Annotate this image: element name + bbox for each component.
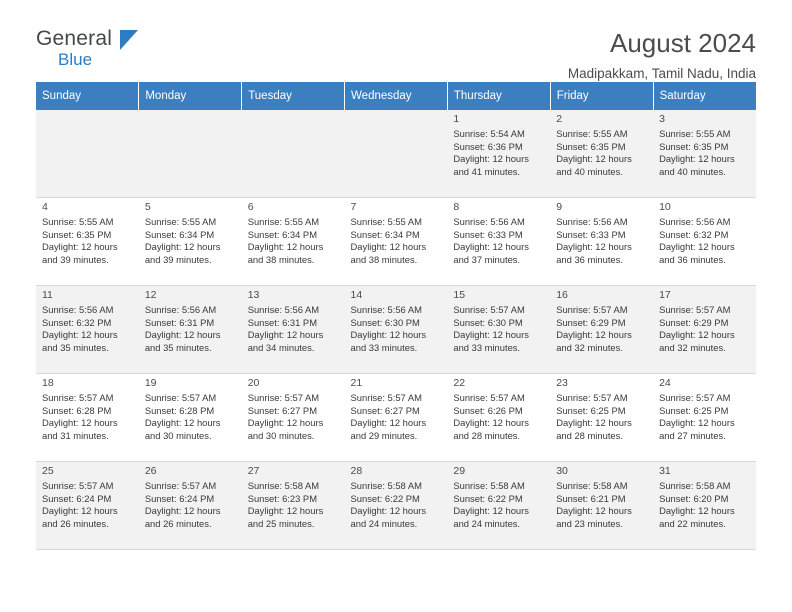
weekday-header-monday: Monday [139, 82, 242, 110]
calendar-day-cell[interactable] [550, 110, 653, 198]
calendar-day-cell[interactable] [36, 462, 139, 550]
calendar-day-cell[interactable] [345, 374, 448, 462]
day-detail-line: Sunrise: 5:56 AM [247, 304, 320, 316]
day-detail-line: Sunrise: 5:58 AM [350, 480, 422, 492]
day-detail-line: Sunset: 6:34 PM [350, 228, 420, 240]
day-detail-line: and 25 minutes. [247, 517, 315, 529]
calendar-body [36, 110, 756, 550]
day-detail-line: Daylight: 12 hours [247, 241, 324, 253]
calendar-empty-cell [242, 110, 345, 198]
day-detail-line: Daylight: 12 hours [659, 329, 735, 341]
day-detail-line: Sunset: 6:29 PM [556, 316, 626, 328]
day-number: 1 [453, 113, 460, 125]
day-detail-line: and 36 minutes. [659, 253, 726, 265]
day-detail-line: and 33 minutes. [350, 341, 418, 353]
day-number: 2 [556, 113, 563, 125]
day-number: 16 [556, 289, 568, 301]
day-detail-line: Daylight: 12 hours [350, 241, 427, 253]
day-details [248, 216, 340, 266]
day-number: 18 [42, 377, 54, 389]
day-number: 31 [659, 465, 671, 477]
calendar-day-cell[interactable] [345, 462, 448, 550]
day-detail-line: and 32 minutes. [659, 341, 726, 353]
day-number: 21 [350, 377, 363, 389]
day-details [659, 216, 751, 266]
day-detail-line: and 28 minutes. [556, 429, 623, 441]
weekday-header-tuesday: Tuesday [242, 82, 345, 110]
day-detail-line: Sunrise: 5:56 AM [659, 216, 731, 228]
day-detail-line: Sunset: 6:35 PM [659, 140, 729, 152]
calendar-day-cell[interactable] [242, 462, 345, 550]
day-detail-line: Sunset: 6:35 PM [42, 228, 112, 240]
title-block [568, 28, 756, 82]
day-detail-line: and 32 minutes. [556, 341, 623, 353]
day-detail-line: Sunset: 6:34 PM [144, 228, 215, 240]
day-details [42, 216, 134, 266]
day-detail-line: Sunrise: 5:56 AM [144, 304, 217, 316]
day-detail-line: Daylight: 12 hours [247, 505, 324, 517]
day-details [453, 392, 545, 442]
day-detail-line: and 26 minutes. [144, 517, 212, 529]
day-details [556, 480, 648, 530]
day-number: 6 [247, 201, 254, 213]
day-detail-line: Daylight: 12 hours [659, 417, 735, 429]
day-detail-line: Daylight: 12 hours [453, 505, 529, 517]
day-details [453, 480, 545, 530]
day-detail-line: Sunset: 6:28 PM [144, 404, 215, 416]
day-detail-line: Daylight: 12 hours [556, 417, 632, 429]
calendar-week-row [36, 110, 756, 198]
day-detail-line: and 23 minutes. [556, 517, 623, 529]
day-detail-line: and 30 minutes. [247, 429, 315, 441]
day-detail-line: Daylight: 12 hours [556, 153, 632, 165]
day-detail-line: and 37 minutes. [453, 253, 521, 265]
flag-icon [120, 30, 138, 50]
day-detail-line: Sunrise: 5:58 AM [659, 480, 731, 492]
day-detail-line: Sunrise: 5:56 AM [453, 216, 525, 228]
calendar-empty-cell [139, 110, 242, 198]
day-detail-line: and 35 minutes. [144, 341, 212, 353]
day-detail-line: Sunset: 6:25 PM [556, 404, 626, 416]
weekday-header-thursday: Thursday [447, 82, 550, 110]
day-detail-line: Daylight: 12 hours [350, 329, 427, 341]
day-details [248, 480, 340, 530]
calendar-day-cell[interactable] [447, 462, 550, 550]
day-detail-line: and 30 minutes. [144, 429, 212, 441]
day-detail-line: and 36 minutes. [556, 253, 623, 265]
day-details [556, 216, 648, 266]
day-details [145, 216, 237, 266]
weekday-header-friday: Friday [550, 82, 653, 110]
day-number: 7 [350, 201, 357, 213]
day-detail-line: Sunset: 6:30 PM [350, 316, 420, 328]
calendar-day-cell[interactable] [653, 286, 756, 374]
calendar-day-cell[interactable] [139, 286, 242, 374]
calendar-day-cell[interactable] [653, 374, 756, 462]
day-detail-line: and 41 minutes. [453, 165, 521, 177]
day-detail-line: Sunrise: 5:57 AM [659, 304, 731, 316]
day-number: 29 [453, 465, 466, 477]
day-number: 14 [350, 289, 363, 301]
calendar-day-cell[interactable] [36, 198, 139, 286]
day-detail-line: Sunset: 6:21 PM [556, 492, 626, 504]
calendar-day-cell[interactable] [447, 286, 550, 374]
day-detail-line: Sunset: 6:33 PM [556, 228, 626, 240]
day-detail-line: Sunrise: 5:56 AM [556, 216, 628, 228]
day-detail-line: Sunset: 6:35 PM [556, 140, 626, 152]
day-detail-line: and 24 minutes. [453, 517, 521, 529]
brand-logo [36, 28, 146, 74]
day-detail-line: Daylight: 12 hours [659, 153, 735, 165]
day-detail-line: Daylight: 12 hours [144, 417, 221, 429]
day-detail-line: Daylight: 12 hours [659, 505, 735, 517]
weekday-header-row [36, 82, 756, 110]
day-detail-line: Sunrise: 5:57 AM [556, 392, 628, 404]
calendar-day-cell[interactable] [242, 374, 345, 462]
day-detail-line: Sunrise: 5:55 AM [144, 216, 217, 228]
day-details [453, 128, 545, 178]
day-detail-line: and 34 minutes. [247, 341, 315, 353]
day-detail-line: Daylight: 12 hours [144, 241, 221, 253]
day-detail-line: Sunrise: 5:57 AM [350, 392, 422, 404]
day-detail-line: and 22 minutes. [659, 517, 726, 529]
day-number: 24 [659, 377, 671, 389]
day-detail-line: and 28 minutes. [453, 429, 521, 441]
calendar-empty-cell [36, 110, 139, 198]
calendar-day-cell[interactable] [36, 374, 139, 462]
calendar-day-cell[interactable] [447, 110, 550, 198]
day-details [659, 304, 751, 354]
calendar-day-cell[interactable] [345, 198, 448, 286]
day-details [453, 216, 545, 266]
brand-name-secondary: Blue [58, 50, 93, 69]
day-detail-line: and 40 minutes. [659, 165, 726, 177]
day-number: 25 [42, 465, 54, 477]
weekday-header-saturday: Saturday [653, 82, 756, 110]
day-detail-line: and 40 minutes. [556, 165, 623, 177]
day-details [145, 304, 237, 354]
day-detail-line: Sunset: 6:23 PM [247, 492, 317, 504]
calendar-day-cell[interactable] [242, 198, 345, 286]
day-number: 8 [453, 201, 460, 213]
day-detail-line: Sunset: 6:32 PM [42, 316, 112, 328]
calendar-day-cell[interactable] [550, 286, 653, 374]
day-detail-line: Sunset: 6:24 PM [144, 492, 215, 504]
page-header [36, 0, 756, 81]
day-detail-line: Sunrise: 5:55 AM [350, 216, 422, 228]
day-number: 23 [556, 377, 568, 389]
calendar-week-row [36, 286, 756, 374]
calendar-week-row [36, 198, 756, 286]
day-number: 10 [659, 201, 671, 213]
calendar-day-cell[interactable] [345, 286, 448, 374]
day-details [659, 392, 751, 442]
calendar-day-cell[interactable] [653, 110, 756, 198]
day-details [556, 304, 648, 354]
day-detail-line: Sunset: 6:29 PM [659, 316, 729, 328]
day-detail-line: Sunrise: 5:56 AM [42, 304, 114, 316]
day-detail-line: and 27 minutes. [659, 429, 726, 441]
day-detail-line: Sunrise: 5:57 AM [453, 392, 525, 404]
day-detail-line: Sunset: 6:34 PM [247, 228, 317, 240]
day-detail-line: Daylight: 12 hours [144, 329, 221, 341]
day-detail-line: Sunrise: 5:56 AM [350, 304, 422, 316]
day-detail-line: Daylight: 12 hours [453, 417, 529, 429]
day-detail-line: Sunset: 6:33 PM [453, 228, 523, 240]
day-detail-line: and 39 minutes. [144, 253, 212, 265]
day-detail-line: and 29 minutes. [350, 429, 418, 441]
day-number: 27 [247, 465, 260, 477]
day-number: 19 [144, 377, 157, 389]
day-detail-line: Sunrise: 5:58 AM [556, 480, 628, 492]
day-number: 26 [144, 465, 157, 477]
day-number: 13 [247, 289, 260, 301]
day-detail-line: Sunrise: 5:55 AM [556, 128, 628, 140]
calendar-day-cell[interactable] [36, 286, 139, 374]
day-detail-line: Daylight: 12 hours [556, 329, 632, 341]
day-details [556, 392, 648, 442]
day-detail-line: Daylight: 12 hours [453, 241, 529, 253]
day-detail-line: and 31 minutes. [42, 429, 109, 441]
day-detail-line: and 33 minutes. [453, 341, 521, 353]
calendar-table [36, 82, 756, 550]
day-detail-line: Sunset: 6:30 PM [453, 316, 523, 328]
day-detail-line: Daylight: 12 hours [453, 329, 529, 341]
calendar-day-cell[interactable] [550, 198, 653, 286]
day-detail-line: Sunrise: 5:57 AM [453, 304, 525, 316]
calendar-day-cell[interactable] [139, 198, 242, 286]
calendar-day-cell[interactable] [550, 374, 653, 462]
calendar-week-row [36, 462, 756, 550]
day-detail-line: Sunset: 6:22 PM [350, 492, 420, 504]
day-detail-line: Sunset: 6:26 PM [453, 404, 523, 416]
day-detail-line: Sunset: 6:25 PM [659, 404, 729, 416]
day-number: 15 [453, 289, 466, 301]
day-detail-line: Sunrise: 5:57 AM [247, 392, 320, 404]
day-detail-line: Sunrise: 5:57 AM [42, 392, 114, 404]
calendar-day-cell[interactable] [550, 462, 653, 550]
day-detail-line: Sunrise: 5:57 AM [144, 392, 217, 404]
day-number: 4 [42, 201, 48, 213]
day-detail-line: Sunrise: 5:57 AM [556, 304, 628, 316]
day-detail-line: Daylight: 12 hours [556, 241, 632, 253]
day-details [659, 480, 751, 530]
day-number: 28 [350, 465, 363, 477]
calendar-day-cell[interactable] [139, 462, 242, 550]
day-detail-line: Daylight: 12 hours [42, 241, 118, 253]
day-number: 22 [453, 377, 466, 389]
day-detail-line: and 39 minutes. [42, 253, 109, 265]
day-number: 17 [659, 289, 671, 301]
day-detail-line: Sunset: 6:28 PM [42, 404, 112, 416]
day-detail-line: Daylight: 12 hours [144, 505, 221, 517]
calendar-empty-cell [345, 110, 448, 198]
day-detail-line: Sunrise: 5:55 AM [247, 216, 320, 228]
page-title: August 2024 [609, 28, 756, 58]
day-detail-line: Daylight: 12 hours [247, 417, 324, 429]
day-detail-line: Sunrise: 5:57 AM [144, 480, 217, 492]
day-detail-line: Daylight: 12 hours [350, 417, 427, 429]
location-subtitle: Madipakkam, Tamil Nadu, India [567, 66, 756, 81]
day-detail-line: Sunset: 6:31 PM [247, 316, 317, 328]
day-detail-line: Daylight: 12 hours [659, 241, 735, 253]
day-detail-line: Sunset: 6:31 PM [144, 316, 215, 328]
day-detail-line: Daylight: 12 hours [42, 417, 118, 429]
calendar-day-cell[interactable] [653, 198, 756, 286]
day-details [248, 304, 340, 354]
day-detail-line: Sunrise: 5:54 AM [453, 128, 525, 140]
calendar-day-cell[interactable] [447, 374, 550, 462]
day-details [248, 392, 340, 442]
day-number: 11 [42, 289, 53, 301]
day-detail-line: Daylight: 12 hours [247, 329, 324, 341]
day-detail-line: and 38 minutes. [350, 253, 418, 265]
day-detail-line: Sunrise: 5:58 AM [247, 480, 320, 492]
day-details [42, 480, 134, 530]
day-detail-line: Sunset: 6:36 PM [453, 140, 523, 152]
day-details [145, 392, 237, 442]
day-detail-line: Daylight: 12 hours [42, 329, 118, 341]
day-detail-line: Sunset: 6:27 PM [350, 404, 420, 416]
day-detail-line: Daylight: 12 hours [556, 505, 632, 517]
brand-name-primary: General [36, 27, 113, 50]
weekday-header-wednesday: Wednesday [345, 82, 448, 110]
calendar-day-cell[interactable] [653, 462, 756, 550]
day-details [351, 216, 443, 266]
calendar-day-cell[interactable] [447, 198, 550, 286]
day-detail-line: and 38 minutes. [247, 253, 315, 265]
day-details [556, 128, 648, 178]
day-detail-line: and 24 minutes. [350, 517, 418, 529]
day-detail-line: Sunrise: 5:55 AM [42, 216, 114, 228]
day-number: 30 [556, 465, 568, 477]
day-detail-line: Sunrise: 5:57 AM [42, 480, 114, 492]
day-details [351, 304, 443, 354]
day-details [145, 480, 237, 530]
day-details [351, 480, 443, 530]
day-detail-line: Sunset: 6:24 PM [42, 492, 112, 504]
day-detail-line: Daylight: 12 hours [350, 505, 427, 517]
day-detail-line: Sunset: 6:22 PM [453, 492, 523, 504]
day-detail-line: and 26 minutes. [42, 517, 109, 529]
day-number: 20 [247, 377, 260, 389]
day-detail-line: Sunset: 6:32 PM [659, 228, 729, 240]
day-detail-line: Sunset: 6:27 PM [247, 404, 317, 416]
day-detail-line: Daylight: 12 hours [42, 505, 118, 517]
day-details [659, 128, 751, 178]
day-details [42, 304, 134, 354]
day-details [453, 304, 545, 354]
day-detail-line: Sunrise: 5:55 AM [659, 128, 731, 140]
calendar-day-cell[interactable] [139, 374, 242, 462]
day-detail-line: and 35 minutes. [42, 341, 109, 353]
calendar-week-row [36, 374, 756, 462]
calendar-day-cell[interactable] [242, 286, 345, 374]
day-detail-line: Sunrise: 5:57 AM [659, 392, 731, 404]
day-number: 9 [556, 201, 563, 213]
day-detail-line: Daylight: 12 hours [453, 153, 529, 165]
day-details [351, 392, 443, 442]
day-number: 5 [144, 201, 151, 213]
day-detail-line: Sunrise: 5:58 AM [453, 480, 525, 492]
day-detail-line: Sunset: 6:20 PM [659, 492, 729, 504]
day-number: 12 [144, 289, 157, 301]
day-number: 3 [659, 113, 665, 125]
day-details [42, 392, 134, 442]
weekday-header-sunday: Sunday [36, 82, 139, 110]
